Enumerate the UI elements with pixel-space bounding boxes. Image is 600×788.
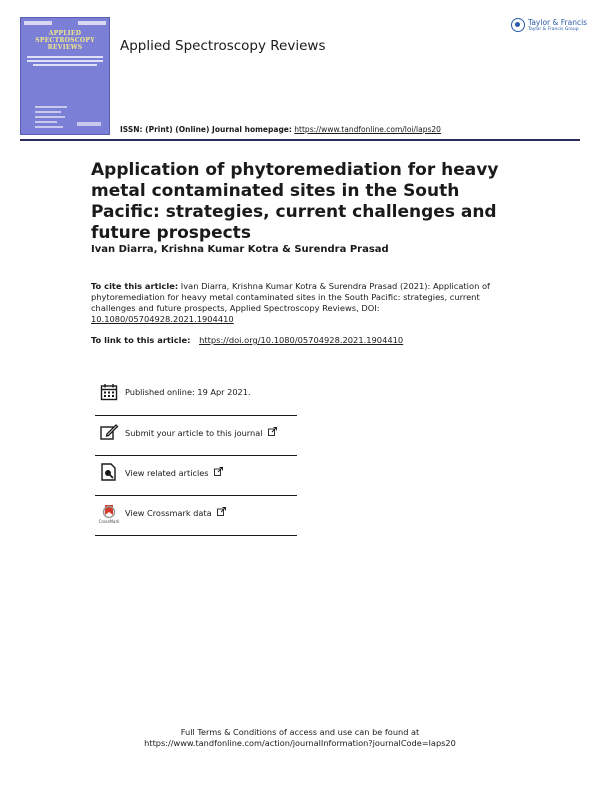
related-articles-row[interactable] xyxy=(95,456,297,496)
submit-article-row[interactable] xyxy=(95,416,297,456)
article-doi-link[interactable]: https://doi.org/10.1080/05704928.2021.1904410 xyxy=(199,335,404,345)
journal-homepage-link[interactable]: https://www.tandfonline.com/loi/laps20 xyxy=(294,125,441,134)
document-search-icon xyxy=(100,463,118,481)
terms-text: Full Terms & Conditions of access and use can be found at xyxy=(180,727,420,737)
citation-doi-link[interactable]: 10.1080/05704928.2021.1904410 xyxy=(91,314,234,324)
publisher-logo-icon xyxy=(511,18,525,32)
cover-top-bar xyxy=(24,21,106,26)
related-articles-label: View related articles xyxy=(125,468,209,478)
article-actions xyxy=(95,376,297,536)
cover-title: APPLIED SPECTROSCOPY REVIEWS xyxy=(35,30,95,51)
issn-label: ISSN: (Print) (Online) Journal homepage: xyxy=(120,125,292,134)
submit-article-label: Submit your article to this journal xyxy=(125,428,263,438)
journal-name: Applied Spectroscopy Reviews xyxy=(120,38,326,54)
header-divider xyxy=(20,139,580,141)
calendar-icon xyxy=(100,383,118,401)
article-title: Application of phytoremediation for heavy metal contaminated sites in the South Pacific: strategies, current challenges and future prospects xyxy=(91,160,499,243)
external-link-icon xyxy=(214,467,223,476)
edit-icon xyxy=(100,423,118,441)
cover-subtitle-lines xyxy=(27,54,103,68)
crossmark-icon xyxy=(100,503,118,527)
cover-publisher-mark xyxy=(77,122,101,126)
external-link-icon xyxy=(217,507,226,516)
publisher-group: Taylor & Francis Group xyxy=(528,27,579,32)
related-articles-link[interactable] xyxy=(125,467,223,478)
terms-footer xyxy=(0,727,600,749)
crossmark-badge-text: CrossMark xyxy=(98,519,120,524)
crossmark-link[interactable] xyxy=(125,507,226,518)
crossmark-row[interactable] xyxy=(95,496,297,536)
citation-label: To cite this article: xyxy=(91,281,179,291)
issn-line xyxy=(120,125,441,134)
crossmark-label: View Crossmark data xyxy=(125,508,212,518)
citation-text: Ivan Diarra, Krishna Kumar Kotra & Surendra Prasad (2021): Application of phytoremediation for heavy metal contaminated sites in the South Pacific: strategies, current challenges and future prospects, Applied Spectroscopy Reviews, DOI: xyxy=(91,281,490,313)
article-authors: Ivan Diarra, Krishna Kumar Kotra & Surendra Prasad xyxy=(91,244,389,255)
article-link-line xyxy=(91,335,403,345)
journal-cover-image xyxy=(20,17,110,135)
published-online-date: Published online: 19 Apr 2021. xyxy=(125,387,251,397)
article-link-label: To link to this article: xyxy=(91,335,191,345)
citation-block xyxy=(91,281,511,325)
publisher-logo xyxy=(511,18,591,36)
publisher-name: Taylor & Francis xyxy=(528,18,588,27)
published-online-row xyxy=(95,376,297,416)
external-link-icon xyxy=(268,427,277,436)
submit-article-link[interactable] xyxy=(125,427,277,438)
cover-contents-lines xyxy=(35,106,75,131)
terms-url[interactable]: https://www.tandfonline.com/action/journalInformation?journalCode=laps20 xyxy=(144,738,456,748)
